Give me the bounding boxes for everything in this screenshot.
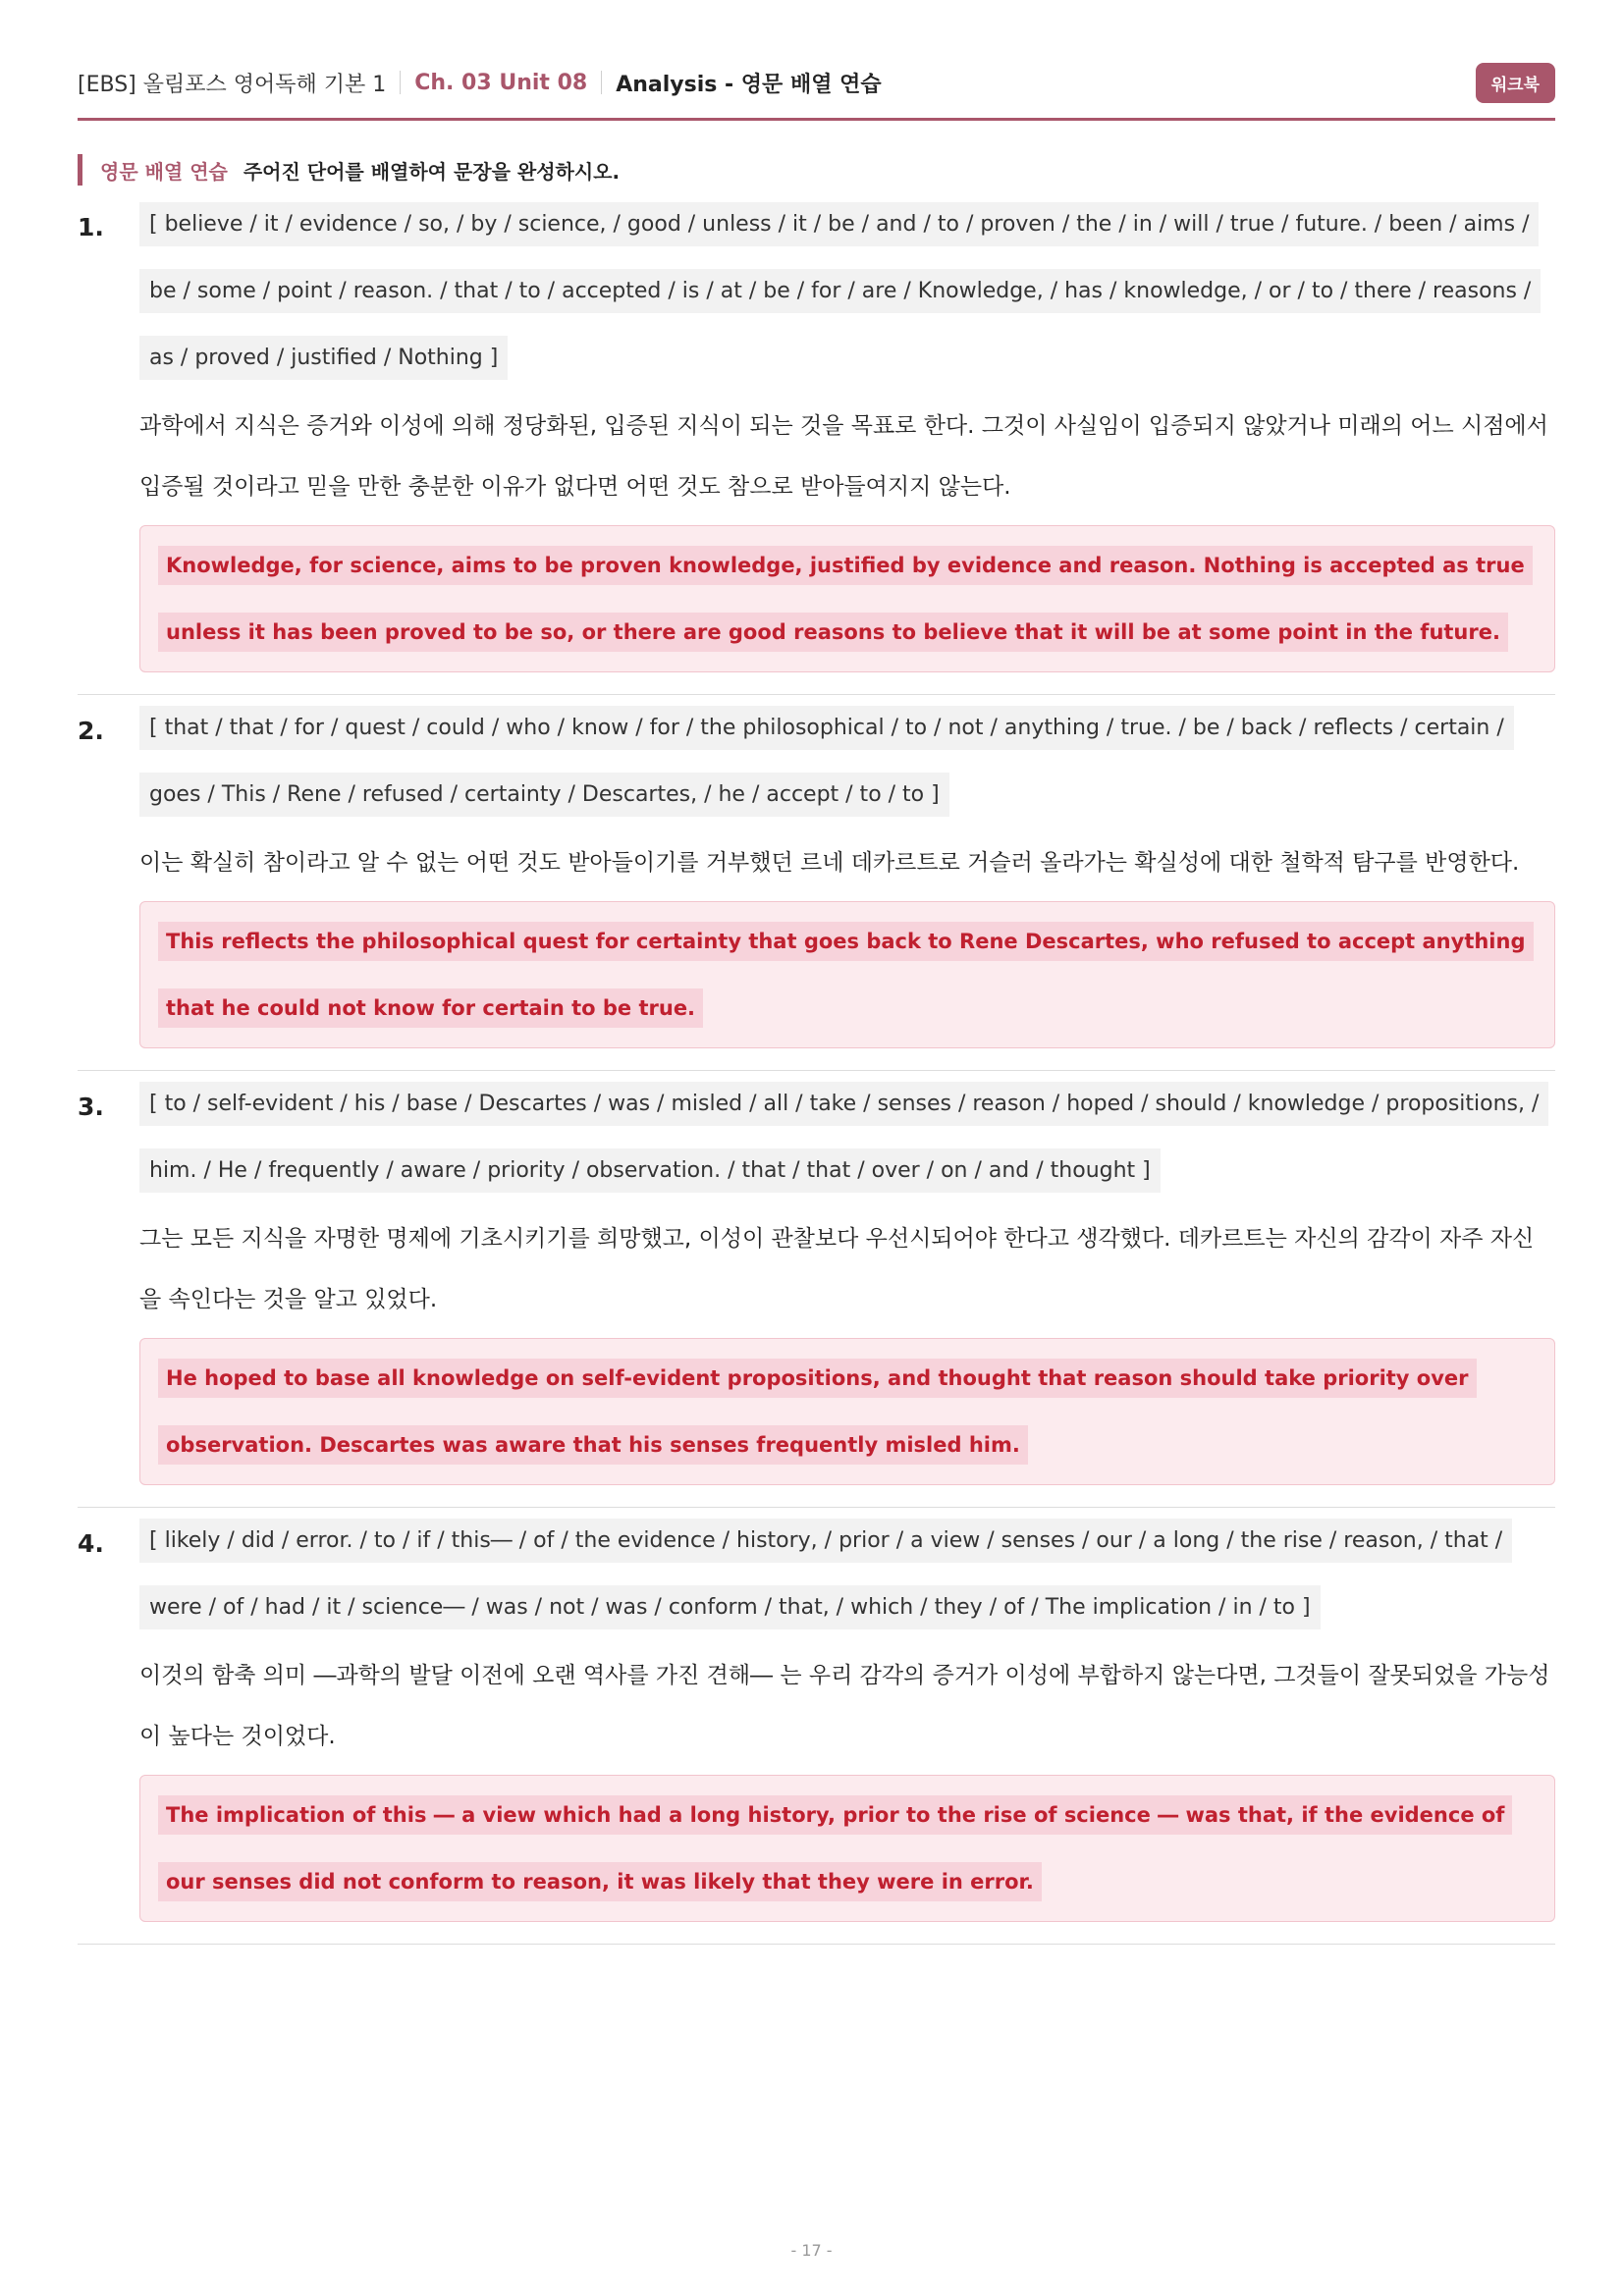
page-title: Analysis - 영문 배열 연습: [616, 72, 882, 97]
word-bank: [139, 1508, 1555, 1641]
header-divider: [601, 71, 602, 94]
word-bank: [139, 191, 1555, 392]
word-bank-text: [ to / self-evident / his / base / Descartes / was / misled / all / take / senses / reason / hoped / should / knowledge / propositions, / him. / He / frequently / aware / priority / observation. / that / that / over / on / and / thought ]: [139, 1082, 1548, 1193]
item-number: 2.: [78, 717, 104, 745]
unit-label: Ch. 03 Unit 08: [414, 70, 588, 95]
exercise-item-3: [78, 1071, 1555, 1508]
answer-text: He hoped to base all knowledge on self-evident propositions, and thought that reason should take priority over observation. Descartes was aware that his senses frequently misled him.: [158, 1359, 1477, 1465]
item-number: 1.: [78, 213, 104, 241]
answer-text: The implication of this ― a view which had a long history, prior to the rise of science ― was that, if the evidence of our senses did not conform to reason, it was likely that they were in error.: [158, 1795, 1512, 1901]
workbook-page: [78, 57, 1555, 1945]
workbook-badge: 워크북: [1476, 63, 1555, 103]
word-bank-text: [ that / that / for / quest / could / who / know / for / the philosophical / to / not / anything / true. / be / back / reflects / certain / goes / This / Rene / refused / certainty / Descartes, / he / accept / to / to ]: [139, 706, 1514, 817]
page-header: [78, 57, 1555, 121]
page-number: - 17 -: [790, 2241, 833, 2260]
word-bank-text: [ likely / did / error. / to / if / this― / of / the evidence / history, / prior / a view / senses / our / a long / the rise / reason, / that / were / of / had / it / science― / was / not / was / conform / that, / which / they / of / The implication / in / to ]: [139, 1519, 1512, 1629]
korean-translation: 이는 확실히 참이라고 알 수 없는 어떤 것도 받아들이기를 거부했던 르네 데카르트로 거슬러 올라가는 확실성에 대한 철학적 탐구를 반영한다.: [139, 850, 1520, 876]
answer-box: [139, 901, 1555, 1048]
item-number: 3.: [78, 1093, 104, 1121]
korean-translation: 과학에서 지식은 증거와 이성에 의해 정당화된, 입증된 지식이 되는 것을 목표로 한다. 그것이 사실임이 입증되지 않았거나 미래의 어느 시점에서 입증될 것이라고 믿을 만한 충분한 이유가 없다면 어떤 것도 참으로 받아들여지지 않는다.: [139, 413, 1548, 500]
korean-translation: 이것의 함축 의미 ―과학의 발달 이전에 오랜 역사를 가진 견해― 는 우리 감각의 증거가 이성에 부합하지 않는다면, 그것들이 잘못되었을 가능성이 높다는 것이었다.: [139, 1663, 1550, 1749]
word-bank-text: [ believe / it / evidence / so, / by / science, / good / unless / it / be / and / to / proven / the / in / will / true / future. / been / aims / be / some / point / reason. / that / to / accepted / is / at / be / for / are / Knowledge, / has / knowledge, / or / to / there / reasons / as / proved / justified / Nothing ]: [139, 202, 1541, 380]
answer-text: Knowledge, for science, aims to be proven knowledge, justified by evidence and reason. Nothing is accepted as true unless it has been proved to be so, or there are good reasons to believe that it will be at some point in the future.: [158, 546, 1533, 652]
answer-box: [139, 1338, 1555, 1485]
item-number: 4.: [78, 1529, 104, 1558]
section-label: 영문 배열 연습: [100, 159, 228, 184]
answer-box: [139, 525, 1555, 672]
exercise-item-4: [78, 1508, 1555, 1945]
exercise-item-1: [78, 191, 1555, 695]
book-title: [EBS] 올림포스 영어독해 기본 1: [78, 72, 387, 97]
header-divider: [400, 71, 401, 94]
exercise-item-2: [78, 695, 1555, 1071]
korean-translation: 그는 모든 지식을 자명한 명제에 기초시키기를 희망했고, 이성이 관찰보다 우선시되어야 한다고 생각했다. 데카르트는 자신의 감각이 자주 자신을 속인다는 것을 알고 있었다.: [139, 1226, 1535, 1312]
section-title: [78, 154, 1555, 186]
section-instruction: 주어진 단어를 배열하여 문장을 완성하시오.: [243, 159, 621, 184]
word-bank: [139, 1071, 1555, 1204]
answer-box: [139, 1775, 1555, 1922]
word-bank: [139, 695, 1555, 828]
answer-text: This reflects the philosophical quest for certainty that goes back to Rene Descartes, who refused to accept anything that he could not know for certain to be true.: [158, 922, 1534, 1028]
